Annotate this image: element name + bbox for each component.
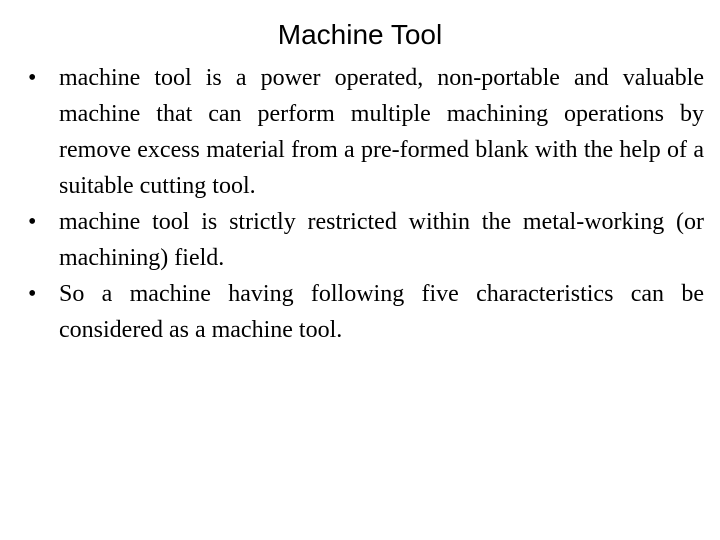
bullet-item-1 — [28, 60, 704, 204]
bullet-list — [28, 60, 704, 348]
bullet-text: So a machine having following five characteristics can be considered as a machine tool. — [59, 281, 704, 343]
slide-title: Machine Tool — [277, 19, 443, 50]
bullet-text: machine tool is a power operated, non-portable and valuable machine that can perform multiple machining operations by remove excess material from a pre-formed blank with the help of a suitable cutting tool. — [59, 65, 704, 199]
bullet-item-3 — [28, 276, 704, 348]
bullet-item-2 — [28, 204, 704, 276]
bullet-icon: • — [28, 209, 37, 235]
bullet-text: machine tool is strictly restricted within the metal-working (or machining) field. — [59, 209, 704, 271]
bullet-icon: • — [28, 65, 37, 91]
bullet-icon: • — [28, 281, 37, 307]
